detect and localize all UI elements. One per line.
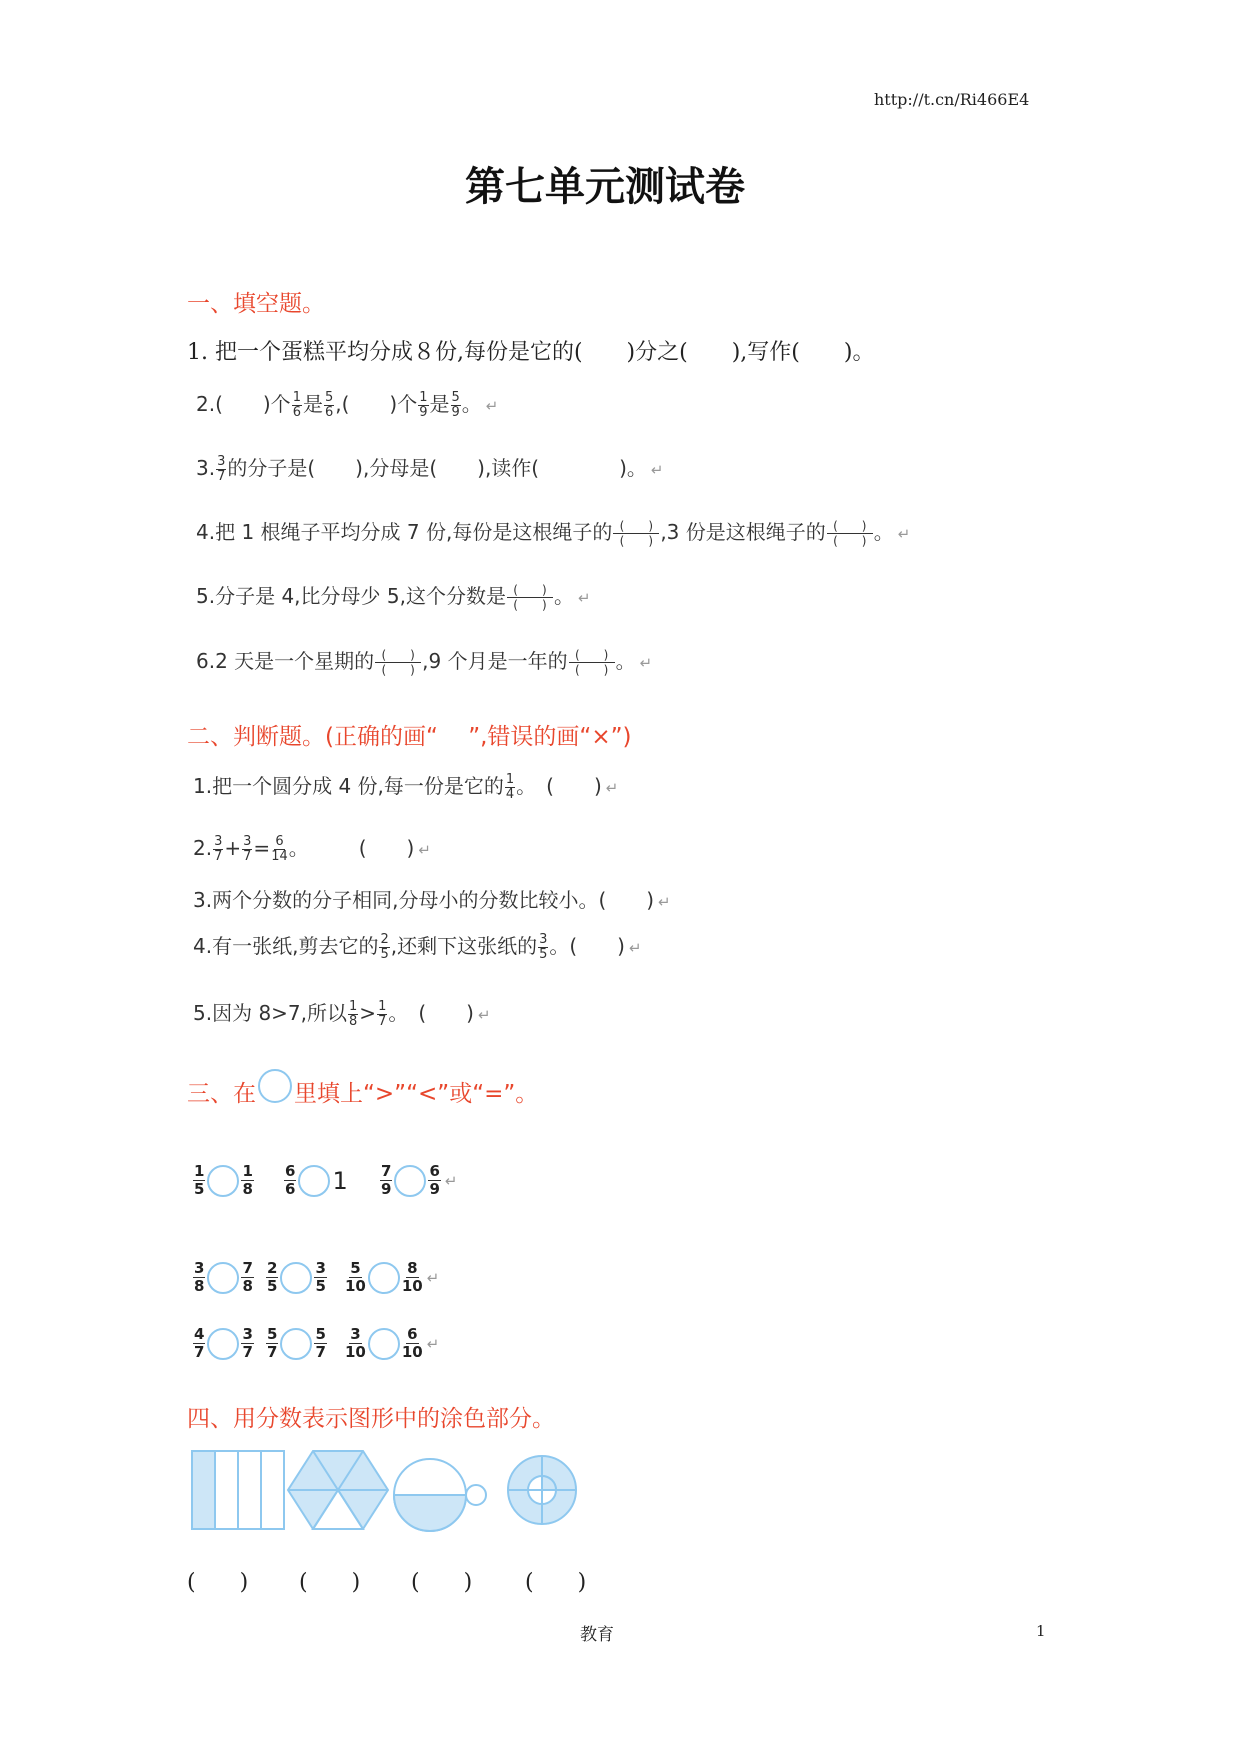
s2-question-4: 4.有一张纸,剪去它的 $\frac{2}{5}$ ,还剩下这张纸的 $\frac{3}{5}$ 。( ) ↵ [193,932,642,962]
section-4-heading: 四、用分数表示图形中的涂色部分。 [187,1406,555,1432]
s1-question-4: 4.把 1 根绳子平均分成 7 份,每份是这根绳子的 $\frac{( )}{( )}$ ,3 份是这根绳子的 $\frac{( )}{( )}$ 。 ↵ [196,519,911,548]
rectangle-shape [192,1451,284,1529]
compare-item: 3 10 6 10 ↵ [345,1325,440,1361]
return-mark-icon: ↵ [485,397,499,415]
return-mark-icon: ↵ [897,525,911,543]
page-number: 1 [1036,1622,1046,1640]
s1-question-1: 1. 把一个蛋糕平均分成８份,每份是它的( )分之( ),写作( )。 [187,340,875,365]
compare-item: 6 6 1 [285,1162,348,1198]
section-1-heading: 一、填空题。 [187,291,325,317]
s1-question-5: 5.分子是 4,比分母少 5,这个分数是 $\frac{( )}{( )}$ 。 ↵ [196,583,591,612]
shapes-figure [190,1445,590,1535]
return-mark-icon: ↵ [577,589,591,607]
compare-item: 5 7 5 7 [267,1325,326,1361]
return-mark-icon: ↵ [639,654,653,672]
s1-question-2: 2.( )个 $\frac{1}{6}$ 是 $\frac{5}{6}$ ,( )个 $\frac{1}{9}$ 是 $\frac{5}{9}$ 。 ↵ [196,390,499,420]
answer-circle[interactable] [368,1262,400,1294]
return-mark-icon: ↵ [477,1006,491,1024]
compare-item: 4 7 3 7 [194,1325,253,1361]
answer-blank-2[interactable]: ( ) [299,1570,361,1595]
return-mark-icon: ↵ [628,939,642,957]
answer-circle[interactable] [394,1165,426,1197]
compare-item: 7 9 6 9 ↵ [381,1162,458,1198]
return-mark-icon: ↵ [426,1334,440,1353]
return-mark-icon: ↵ [418,841,431,859]
answer-blank-4[interactable]: ( ) [525,1570,587,1595]
section-2-heading: 二、判断题。(正确的画“ ”,错误的画“×”) [187,724,632,750]
section-3-heading: 三、在 里填上“>”“<”或“=”。 [187,1075,538,1108]
page-title: 第七单元测试卷 [465,164,745,210]
footer-text: 教育 [580,1625,614,1645]
compare-item: 1 5 1 8 [194,1162,253,1198]
s2-question-2: 2. $\frac{3}{7}$ + $\frac{3}{7}$ = $\frac{6}{14}$ 。 ( ) ↵ [193,834,431,864]
return-mark-icon: ↵ [658,893,671,911]
answer-circle[interactable] [280,1328,312,1360]
circle-target-shape [508,1456,576,1524]
compare-item: 2 5 3 5 [267,1259,326,1295]
compare-item: 3 8 7 8 [194,1259,253,1295]
return-mark-icon: ↵ [426,1268,440,1287]
answer-circle[interactable] [207,1165,239,1197]
answer-blank-3[interactable]: ( ) [411,1570,473,1595]
return-mark-icon: ↵ [605,779,619,797]
s1-question-6: 6.2 天是一个星期的 $\frac{( )}{( )}$ ,9 个月是一年的 $\frac{( )}{( )}$ 。 ↵ [196,648,653,677]
answer-circle[interactable] [298,1165,330,1197]
s1-question-3: 3. $\frac{3}{7}$ 的分子是( ),分母是( ),读作( )。 ↵ [196,454,664,484]
hexagon-shape [288,1451,388,1529]
s2-question-1: 1.把一个圆分成 4 份,每一份是它的 $\frac{1}{4}$ 。 ( ) ↵ [193,772,619,802]
s2-question-5: 5.因为 8>7,所以 $\frac{1}{8}$ > $\frac{1}{7}$ 。 ( ) ↵ [193,999,491,1029]
answer-circle[interactable] [207,1328,239,1360]
s2-question-3: 3.两个分数的分子相同,分母小的分数比较小。( ) ↵ [193,888,671,912]
circle-half-shape [394,1459,486,1531]
circle-placeholder-icon [258,1069,292,1103]
return-mark-icon: ↵ [650,461,664,479]
answer-blank-1[interactable]: ( ) [187,1570,249,1595]
source-url: http://t.cn/Ri466E4 [874,90,1030,109]
compare-item: 5 10 8 10 ↵ [345,1259,440,1295]
return-mark-icon: ↵ [444,1171,458,1190]
answer-circle[interactable] [207,1262,239,1294]
answer-circle[interactable] [368,1328,400,1360]
answer-circle[interactable] [280,1262,312,1294]
